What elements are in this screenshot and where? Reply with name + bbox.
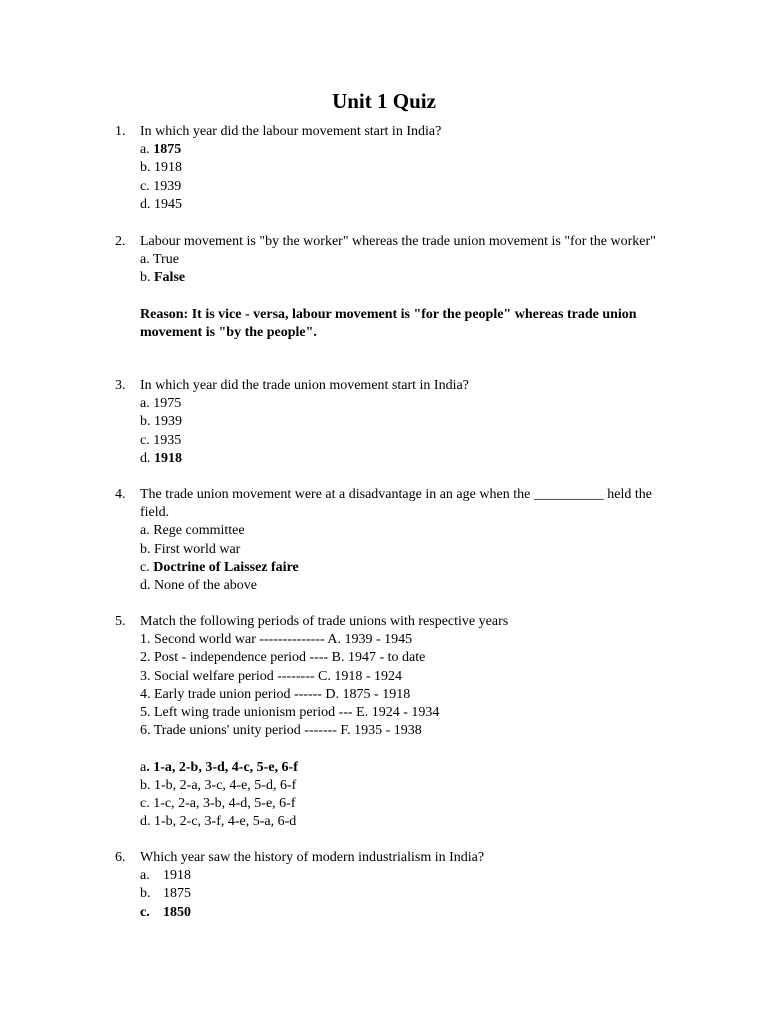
question-number: 4. <box>115 487 126 502</box>
match-pair: 3. Social welfare period -------- C. 1918 - 1924 <box>140 668 403 684</box>
question-text: In which year did the trade union movement start in India? <box>140 378 469 393</box>
correct-answer: 1875 <box>153 142 182 158</box>
question-number: 1. <box>115 124 126 139</box>
question-text: In which year did the labour movement start in India? <box>140 124 442 139</box>
question-number: 3. <box>115 378 126 393</box>
option-c: c. 1-c, 2-a, 3-b, 4-d, 5-e, 6-f <box>140 796 296 812</box>
question-1 <box>115 123 665 214</box>
match-pair: 1. Second world war -------------- A. 1939 - 1945 <box>140 632 413 648</box>
correct-answer: 1850 <box>163 904 191 920</box>
correct-answer: False <box>154 270 186 286</box>
match-pair: 5. Left wing trade unionism period --- E. 1924 - 1934 <box>140 705 440 721</box>
correct-answer: 1918 <box>154 450 182 466</box>
option-a: a. 1875 <box>140 142 182 158</box>
option-b: b. 1939 <box>140 414 182 430</box>
question-3 <box>115 377 665 468</box>
option-b: b. 1875 <box>140 886 191 902</box>
question-text: The trade union movement were at a disadvantage in an age when the __________ held the field. <box>140 487 652 521</box>
option-b: b. 1918 <box>140 160 182 176</box>
option-a: a. 1975 <box>140 396 182 412</box>
page-title: Unit 1 Quiz <box>332 89 436 113</box>
option-c: c. 1939 <box>140 178 182 194</box>
option-a: a. 1918 <box>140 868 191 884</box>
option-d: d. 1945 <box>140 196 182 212</box>
question-number: 5. <box>115 614 126 629</box>
question-6 <box>115 849 665 922</box>
question-2 <box>115 233 665 342</box>
option-b: b. 1-b, 2-a, 3-c, 4-e, 5-d, 6-f <box>140 777 297 793</box>
question-number: 2. <box>115 234 126 249</box>
option-a: a. True <box>140 252 179 268</box>
question-5 <box>115 613 665 831</box>
question-text: Labour movement is "by the worker" whereas the trade union movement is "for the worker" <box>140 234 656 249</box>
option-c: c. 1935 <box>140 432 182 448</box>
match-pair: 4. Early trade union period ------ D. 1875 - 1918 <box>140 686 411 702</box>
option-d: d. None of the above <box>140 578 258 594</box>
option-c: c. Doctrine of Laissez faire <box>140 559 299 575</box>
match-pair: 2. Post - independence period ---- B. 1947 - to date <box>140 650 426 666</box>
option-b: b. First world war <box>140 541 241 557</box>
question-text: Which year saw the history of modern industrialism in India? <box>140 850 485 865</box>
question-4 <box>115 486 665 595</box>
correct-answer: Doctrine of Laissez faire <box>153 559 299 575</box>
correct-answer: . 1-a, 2-b, 3-d, 4-c, 5-e, 6-f <box>146 759 298 775</box>
option-a: a. 1-a, 2-b, 3-d, 4-c, 5-e, 6-f <box>140 759 298 775</box>
option-a: a. Rege committee <box>140 523 245 539</box>
option-d: d. 1918 <box>140 450 182 466</box>
option-b: b. False <box>140 270 186 286</box>
question-text: Match the following periods of trade unions with respective years <box>140 614 509 629</box>
match-pair: 6. Trade unions' unity period ------- F. 1935 - 1938 <box>140 723 422 739</box>
option-d: d. 1-b, 2-c, 3-f, 4-e, 5-a, 6-d <box>140 814 297 830</box>
option-c: c. 1850 <box>140 904 191 920</box>
reason-text: Reason: It is vice - versa, labour movement is "for the people" whereas trade union movement is "by the people". <box>140 306 637 340</box>
question-number: 6. <box>115 850 126 865</box>
